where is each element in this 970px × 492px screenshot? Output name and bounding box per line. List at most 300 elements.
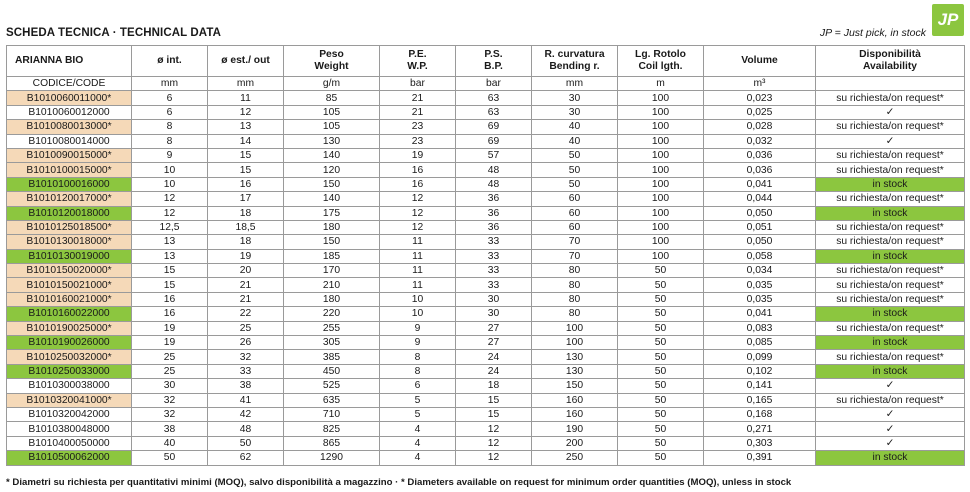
col-volume-cell: 0,036 [704,163,816,177]
header-label-en: Bending r. [549,61,600,72]
table-row [7,235,965,249]
col-volume-cell: 0,085 [704,336,816,350]
col-coil-length-cell: 100 [618,120,704,134]
col-burst-pressure-cell: 63 [456,91,532,105]
col-weight-cell: 105 [284,105,380,119]
availability-cell: su richiesta/on request* [816,292,965,306]
col-coil-length-cell: 100 [618,235,704,249]
checkmark-icon: ✓ [816,422,965,436]
col-bending-radius-cell: 50 [532,163,618,177]
col-burst-pressure-cell: 57 [456,148,532,162]
col-volume-cell: 0,035 [704,292,816,306]
col-bending-radius-cell: 50 [532,148,618,162]
col-working-pressure-cell: 16 [380,177,456,191]
product-code-cell: B1010060011000* [7,91,132,105]
header-label: Volume [741,55,778,66]
availability-cell: su richiesta/on request* [816,220,965,234]
col-int-diameter-cell: 32 [132,393,208,407]
product-code-cell: B1010160021000* [7,292,132,306]
col-weight-cell: 525 [284,379,380,393]
table-row [7,163,965,177]
header-label-en: B.P. [484,61,503,72]
table-row [7,91,965,105]
col-burst-pressure-cell: 30 [456,307,532,321]
col-ext-diameter-cell: 18 [208,206,284,220]
header-label: P.S. [484,49,503,60]
col-working-pressure-cell: 9 [380,336,456,350]
table-row [7,364,965,378]
col-working-pressure-cell: 21 [380,91,456,105]
col-int-diameter-cell: 25 [132,350,208,364]
table-row [7,148,965,162]
unit-cell: mm [132,77,208,91]
col-weight-cell: 185 [284,249,380,263]
unit-cell: mm [208,77,284,91]
col-bending-radius-cell: 50 [532,177,618,191]
col-working-pressure-cell: 12 [380,206,456,220]
col-ext-diameter-cell: 13 [208,120,284,134]
col-volume-cell: 0,099 [704,350,816,364]
col-int-diameter-cell: 30 [132,379,208,393]
unit-cell: bar [380,77,456,91]
col-working-pressure-cell: 4 [380,436,456,450]
col-volume-cell: 0,041 [704,307,816,321]
col-ext-diameter-cell: 16 [208,177,284,191]
col-ext-diameter-cell: 25 [208,321,284,335]
col-burst-pressure-cell: 12 [456,422,532,436]
col-burst-pressure-cell: 24 [456,350,532,364]
header-label: Lg. Rotolo [635,49,686,60]
col-bending-radius-cell: 60 [532,220,618,234]
product-code-cell: B1010100016000 [7,177,132,191]
col-coil-length-cell: 50 [618,264,704,278]
header-label: P.E. [408,49,427,60]
col-working-pressure-cell: 11 [380,278,456,292]
unit-cell: g/m [284,77,380,91]
col-weight-cell: 175 [284,206,380,220]
product-code-cell: B1010380048000 [7,422,132,436]
col-working-pressure-cell: 5 [380,407,456,421]
product-code-cell: B1010300038000 [7,379,132,393]
col-coil-length-cell: 100 [618,192,704,206]
table-row [7,220,965,234]
col-int-diameter-cell: 19 [132,336,208,350]
col-ext-diameter-cell: 21 [208,292,284,306]
product-code-cell: B1010150020000* [7,264,132,278]
table-row [7,134,965,148]
col-bending-radius-cell: 70 [532,249,618,263]
col-coil-length-cell: 50 [618,422,704,436]
col-bending-radius-cell: 250 [532,451,618,465]
col-weight-cell: 170 [284,264,380,278]
col-ext-diameter-cell: 14 [208,134,284,148]
col-burst-pressure-cell: 69 [456,120,532,134]
col-int-diameter-cell: 12 [132,206,208,220]
col-bending-radius-cell: 200 [532,436,618,450]
table-row [7,192,965,206]
col-burst-pressure-cell: 69 [456,134,532,148]
header-label-en: Weight [314,61,349,72]
col-volume-cell: 0,025 [704,105,816,119]
col-burst-pressure-cell: 27 [456,321,532,335]
table-row [7,307,965,321]
col-volume-cell: 0,028 [704,120,816,134]
table-row [7,264,965,278]
col-bending-radius-cell: 60 [532,192,618,206]
col-burst-pressure-cell: 33 [456,235,532,249]
col-bending-radius-cell: 190 [532,422,618,436]
col-volume-cell: 0,165 [704,393,816,407]
col-burst-pressure-cell: 12 [456,451,532,465]
col-burst-pressure-cell: 24 [456,364,532,378]
col-weight-cell: 150 [284,235,380,249]
technical-data-table [6,45,965,466]
col-weight-cell: 105 [284,120,380,134]
col-volume-cell: 0,023 [704,91,816,105]
availability-cell: su richiesta/on request* [816,120,965,134]
col-bending-radius-cell: 80 [532,264,618,278]
col-burst-pressure-cell: 33 [456,249,532,263]
product-code-cell: B1010130018000* [7,235,132,249]
col-bending-radius-cell: 80 [532,292,618,306]
col-weight-cell: 865 [284,436,380,450]
col-ext-diameter-cell: 12 [208,105,284,119]
col-burst-pressure-cell: 27 [456,336,532,350]
col-volume-cell: 0,271 [704,422,816,436]
col-weight-cell: 1290 [284,451,380,465]
col-weight-cell: 710 [284,407,380,421]
table-row [7,321,965,335]
col-ext-diameter-cell: 11 [208,91,284,105]
col-bending-radius-cell: 30 [532,91,618,105]
col-volume-cell: 0,058 [704,249,816,263]
col-working-pressure-cell: 11 [380,264,456,278]
product-code-cell: B1010120017000* [7,192,132,206]
col-volume-cell: 0,168 [704,407,816,421]
col-int-diameter-cell: 13 [132,235,208,249]
col-weight-cell: 825 [284,422,380,436]
col-burst-pressure-cell: 36 [456,206,532,220]
jp-logo-icon: JP [932,4,964,36]
availability-cell: su richiesta/on request* [816,163,965,177]
col-int-diameter-cell: 15 [132,264,208,278]
table-row [7,105,965,119]
table-row [7,120,965,134]
header-label-en: W.P. [407,61,428,72]
product-code-cell: B1010080014000 [7,134,132,148]
col-ext-diameter-cell: 21 [208,278,284,292]
product-code-cell: B1010400050000 [7,436,132,450]
col-coil-length-cell: 50 [618,307,704,321]
col-coil-length-cell: 50 [618,451,704,465]
col-burst-pressure-header [456,46,532,77]
header-label-en: Availability [863,61,917,72]
col-coil-length-cell: 100 [618,206,704,220]
col-working-pressure-cell: 10 [380,292,456,306]
col-bending-radius-cell: 80 [532,307,618,321]
col-ext-diameter-cell: 18 [208,235,284,249]
col-bending-radius-cell: 40 [532,134,618,148]
col-weight-cell: 180 [284,220,380,234]
col-volume-cell: 0,050 [704,235,816,249]
unit-cell: mm [532,77,618,91]
col-coil-length-cell: 50 [618,336,704,350]
footnote: * Diametri su richiesta per quantitativi minimi (MOQ), salvo disponibilità a magazzino · * Diameters available on request for minimum order quantities (MOQ), unless in stock [6,477,792,488]
header-label-en: Coil lgth. [638,61,683,72]
col-int-diameter-cell: 16 [132,292,208,306]
col-int-diameter-cell: 32 [132,407,208,421]
header-row [7,46,965,77]
col-coil-length-cell: 100 [618,105,704,119]
col-int-diameter-cell: 16 [132,307,208,321]
col-working-pressure-cell: 5 [380,393,456,407]
col-int-diameter-cell: 9 [132,148,208,162]
checkmark-icon: ✓ [816,379,965,393]
col-weight-cell: 305 [284,336,380,350]
col-bending-radius-cell: 160 [532,393,618,407]
unit-cell: m [618,77,704,91]
product-code-cell: B1010150021000* [7,278,132,292]
table-row [7,206,965,220]
col-int-diameter-header [132,46,208,77]
col-weight-cell: 180 [284,292,380,306]
availability-cell: in stock [816,364,965,378]
col-coil-length-cell: 50 [618,321,704,335]
product-code-cell: B1010100015000* [7,163,132,177]
availability-cell: su richiesta/on request* [816,278,965,292]
unit-cell: CODICE/CODE [7,77,132,91]
table-row [7,407,965,421]
header-label: ARIANNA BIO [15,55,84,66]
units-row [7,77,965,91]
unit-cell [816,77,965,91]
checkmark-icon: ✓ [816,407,965,421]
col-burst-pressure-cell: 30 [456,292,532,306]
availability-cell: su richiesta/on request* [816,148,965,162]
col-ext-diameter-header [208,46,284,77]
product-code-cell: B1010500062000 [7,451,132,465]
checkmark-icon: ✓ [816,436,965,450]
checkmark-icon: ✓ [816,134,965,148]
col-coil-length-cell: 100 [618,220,704,234]
table-row [7,393,965,407]
col-ext-diameter-cell: 33 [208,364,284,378]
col-bending-radius-cell: 70 [532,235,618,249]
col-working-pressure-cell: 23 [380,120,456,134]
col-working-pressure-cell: 9 [380,321,456,335]
col-volume-cell: 0,083 [704,321,816,335]
col-ext-diameter-cell: 50 [208,436,284,450]
col-coil-length-cell: 100 [618,249,704,263]
col-bending-radius-cell: 100 [532,321,618,335]
product-code-cell: B1010250032000* [7,350,132,364]
col-ext-diameter-cell: 26 [208,336,284,350]
col-volume-cell: 0,141 [704,379,816,393]
col-working-pressure-cell: 6 [380,379,456,393]
product-code-cell: B1010125018500* [7,220,132,234]
col-ext-diameter-cell: 17 [208,192,284,206]
availability-cell: in stock [816,336,965,350]
col-weight-cell: 210 [284,278,380,292]
col-burst-pressure-cell: 36 [456,192,532,206]
col-working-pressure-cell: 8 [380,350,456,364]
col-working-pressure-cell: 21 [380,105,456,119]
table-row [7,278,965,292]
unit-cell: bar [456,77,532,91]
col-working-pressure-cell: 16 [380,163,456,177]
col-working-pressure-cell: 12 [380,220,456,234]
col-coil-length-cell: 50 [618,364,704,378]
header-label: Disponibilità [859,49,921,60]
col-coil-length-cell: 100 [618,134,704,148]
col-int-diameter-cell: 10 [132,177,208,191]
checkmark-icon: ✓ [816,105,965,119]
col-volume-cell: 0,035 [704,278,816,292]
col-coil-length-cell: 100 [618,163,704,177]
col-working-pressure-cell: 8 [380,364,456,378]
table-row [7,350,965,364]
col-volume-cell: 0,050 [704,206,816,220]
col-bending-radius-cell: 30 [532,105,618,119]
col-bending-radius-cell: 40 [532,120,618,134]
col-int-diameter-cell: 12,5 [132,220,208,234]
col-coil-length-cell: 50 [618,393,704,407]
col-int-diameter-cell: 25 [132,364,208,378]
col-int-diameter-cell: 50 [132,451,208,465]
col-ext-diameter-cell: 41 [208,393,284,407]
col-weight-cell: 130 [284,134,380,148]
col-int-diameter-cell: 6 [132,91,208,105]
col-int-diameter-cell: 40 [132,436,208,450]
availability-cell: su richiesta/on request* [816,393,965,407]
col-working-pressure-cell: 11 [380,235,456,249]
table-row [7,436,965,450]
table-row [7,451,965,465]
page-title: SCHEDA TECNICA · TECHNICAL DATA [6,27,221,39]
product-code-cell: B1010090015000* [7,148,132,162]
header-label: R. curvatura [544,49,605,60]
table-row [7,422,965,436]
col-bending-radius-cell: 150 [532,379,618,393]
col-coil-length-cell: 50 [618,379,704,393]
col-coil-length-cell: 50 [618,292,704,306]
col-working-pressure-cell: 23 [380,134,456,148]
col-weight-cell: 85 [284,91,380,105]
col-weight-cell: 385 [284,350,380,364]
table-row [7,379,965,393]
col-ext-diameter-cell: 18,5 [208,220,284,234]
col-coil-length-cell: 50 [618,407,704,421]
col-burst-pressure-cell: 33 [456,264,532,278]
product-code-cell: B1010320041000* [7,393,132,407]
col-coil-length-cell: 100 [618,148,704,162]
col-weight-cell: 220 [284,307,380,321]
col-burst-pressure-cell: 15 [456,393,532,407]
col-volume-header [704,46,816,77]
col-coil-length-cell: 50 [618,278,704,292]
col-availability-header [816,46,965,77]
col-code-header [7,46,132,77]
header-bar [6,0,964,44]
col-burst-pressure-cell: 48 [456,163,532,177]
col-ext-diameter-cell: 62 [208,451,284,465]
col-burst-pressure-cell: 18 [456,379,532,393]
col-burst-pressure-cell: 36 [456,220,532,234]
col-burst-pressure-cell: 15 [456,407,532,421]
table-row [7,249,965,263]
col-bending-radius-cell: 130 [532,364,618,378]
col-ext-diameter-cell: 20 [208,264,284,278]
col-ext-diameter-cell: 38 [208,379,284,393]
col-volume-cell: 0,036 [704,148,816,162]
header-label: Peso [319,49,344,60]
col-bending-radius-cell: 80 [532,278,618,292]
col-burst-pressure-cell: 33 [456,278,532,292]
col-int-diameter-cell: 8 [132,134,208,148]
col-ext-diameter-cell: 42 [208,407,284,421]
col-working-pressure-cell: 4 [380,422,456,436]
col-working-pressure-cell: 10 [380,307,456,321]
legend-note: JP = Just pick, in stock [819,27,926,39]
availability-cell: su richiesta/on request* [816,91,965,105]
product-code-cell: B1010190025000* [7,321,132,335]
availability-cell: su richiesta/on request* [816,350,965,364]
product-code-cell: B1010190026000 [7,336,132,350]
col-bending-radius-cell: 160 [532,407,618,421]
product-code-cell: B1010130019000 [7,249,132,263]
col-weight-cell: 150 [284,177,380,191]
availability-cell: su richiesta/on request* [816,264,965,278]
col-weight-cell: 140 [284,148,380,162]
availability-cell: su richiesta/on request* [816,235,965,249]
product-code-cell: B1010250033000 [7,364,132,378]
col-int-diameter-cell: 38 [132,422,208,436]
availability-cell: in stock [816,206,965,220]
col-weight-header [284,46,380,77]
col-int-diameter-cell: 8 [132,120,208,134]
product-code-cell: B1010080013000* [7,120,132,134]
col-coil-length-cell: 100 [618,91,704,105]
col-ext-diameter-cell: 15 [208,163,284,177]
col-working-pressure-cell: 4 [380,451,456,465]
col-ext-diameter-cell: 32 [208,350,284,364]
availability-cell: su richiesta/on request* [816,192,965,206]
col-int-diameter-cell: 12 [132,192,208,206]
table-row [7,292,965,306]
col-burst-pressure-cell: 63 [456,105,532,119]
availability-cell: in stock [816,249,965,263]
col-coil-length-cell: 50 [618,350,704,364]
col-working-pressure-cell: 12 [380,192,456,206]
col-bending-radius-header [532,46,618,77]
availability-cell: in stock [816,307,965,321]
col-int-diameter-cell: 13 [132,249,208,263]
col-volume-cell: 0,391 [704,451,816,465]
table-row [7,177,965,191]
col-ext-diameter-cell: 48 [208,422,284,436]
product-code-cell: B1010160022000 [7,307,132,321]
header-label: ø est./ out [221,55,270,66]
col-ext-diameter-cell: 15 [208,148,284,162]
unit-cell: m³ [704,77,816,91]
table-row [7,336,965,350]
col-weight-cell: 140 [284,192,380,206]
col-ext-diameter-cell: 22 [208,307,284,321]
availability-cell: in stock [816,177,965,191]
col-volume-cell: 0,044 [704,192,816,206]
header-label: ø int. [157,55,182,66]
product-code-cell: B1010060012000 [7,105,132,119]
